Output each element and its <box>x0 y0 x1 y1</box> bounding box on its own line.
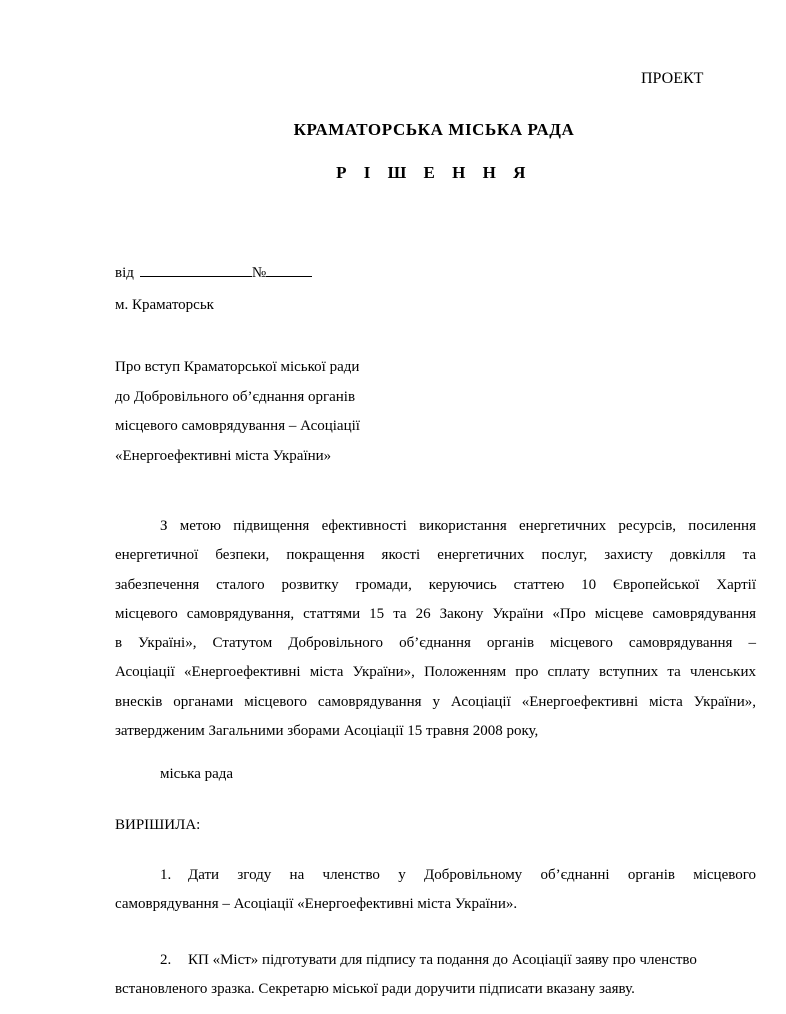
preamble-line: внесків органами місцевого самоврядування у Асоціації «Енергоефективні міста України», <box>115 693 756 710</box>
subject-line: «Енергоефективні міста України» <box>115 447 332 464</box>
council-label: міська рада <box>160 766 234 782</box>
preamble-line: місцевого самоврядування, статтями 15 та 26 Закону України «Про місцеве самоврядування <box>115 605 756 622</box>
preamble-paragraph <box>115 516 756 750</box>
number-blank <box>266 264 312 277</box>
subject-line: до Добровільного об’єднання органів <box>115 388 356 405</box>
subject-line: Про вступ Краматорської міської ради <box>115 359 360 375</box>
item-line: самоврядування – Асоціації «Енергоефективні міста України». <box>115 895 518 912</box>
preamble-line: Асоціації «Енергоефективні міста України», Положенням про сплату вступних та членських <box>115 664 756 681</box>
item-number: 1. <box>160 867 172 883</box>
item-line: 1. Дати згоду на членство у Добровільному об’єднанні органів місцевого <box>160 867 756 883</box>
preamble-line: енергетичної безпеки, покращення якості енергетичних послуг, захисту довкілля та <box>115 547 756 564</box>
item-number: 2. <box>160 952 172 968</box>
resolved-label: ВИРІШИЛА: <box>115 817 201 833</box>
council-name: КРАМАТОРСЬКА МІСЬКА РАДА <box>293 120 575 139</box>
subject-line: місцевого самоврядування – Асоціації <box>115 418 360 434</box>
preamble-line: забезпечення сталого розвитку громади, керуючись статтею 10 Європейської Хартії <box>115 576 756 593</box>
date-blank <box>140 264 252 277</box>
number-label: № <box>251 265 267 281</box>
preamble-line: затвердженим Загальними зборами Асоціації 15 травня 2008 року, <box>115 723 539 740</box>
city: м. Краматорськ <box>115 297 214 313</box>
item-line: 2. КП «Міст» підготувати для підпису та подання до Асоціації заяву про членство <box>160 952 697 968</box>
date-label: від <box>115 265 134 281</box>
decision-item-2 <box>115 950 756 1007</box>
decision-item-1 <box>115 865 756 922</box>
document-type: Р І Ш Е Н Н Я <box>336 163 532 182</box>
decision-subject <box>115 353 360 471</box>
item-line: встановленого зразка. Секретарю міської ради доручити підписати вказану заяву. <box>115 980 635 997</box>
preamble-line: З метою підвищення ефективності використання енергетичних ресурсів, посилення <box>160 518 756 534</box>
preamble-line: в Україні», Статутом Добровільного об’єднання органів місцевого самоврядування – <box>115 635 756 652</box>
draft-label: ПРОЕКТ <box>641 70 704 87</box>
date-number-line <box>115 264 312 282</box>
